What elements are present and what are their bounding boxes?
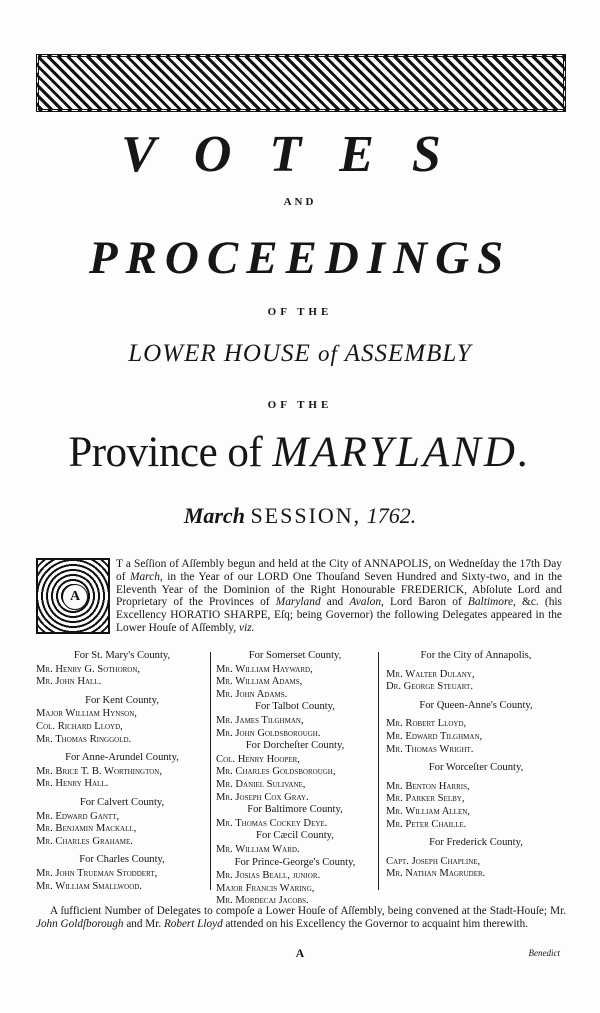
county-heading: For Charles County, [79, 854, 165, 866]
closing-name-2: Robert Lloyd [163, 917, 223, 930]
delegate-name: Mr. William Ward. [216, 843, 300, 855]
county-heading: For Worceſter County, [428, 762, 524, 774]
delegate-name: Mr. John Trueman Stoddert, [36, 867, 158, 879]
delegate-name: Mr. William Hayward, [216, 663, 313, 675]
delegate-name: Mr. Charles Goldsborough, [216, 766, 336, 778]
closing-text-2: and Mr. [126, 917, 162, 930]
title-lower-house-a: LOWER HOUSE [128, 340, 311, 367]
intro-baltimore: Baltimore [467, 596, 514, 609]
intro-month: March [129, 570, 160, 583]
intro-text-3: and [326, 596, 344, 609]
ornamental-header-band [36, 54, 566, 112]
county-heading: For Baltimore County, [247, 804, 343, 816]
session-year: 1762. [366, 503, 417, 528]
title-lower-house-b: ASSEMBLY [344, 340, 472, 367]
delegate-name: Mr. Brice T. B. Worthington, [36, 765, 162, 777]
delegate-name: Mr. Nathan Magruder. [386, 868, 486, 880]
closing-paragraph [36, 905, 566, 930]
session-word: SESSION, [250, 503, 362, 528]
session-line [0, 503, 600, 529]
catchword: Benedict [528, 948, 560, 958]
delegates-column-1 [36, 650, 208, 893]
decorated-initial [36, 558, 110, 634]
delegate-name: Mr. Thomas Wright. [386, 743, 474, 755]
delegate-name: Mr. James Tilghman, [216, 714, 304, 726]
delegate-name: Mr. Walter Dulany, [386, 668, 475, 680]
session-month: March [183, 503, 245, 528]
delegate-name: Mr. Thomas Ringgold. [36, 733, 132, 745]
title-maryland: MARYLAND. [272, 429, 532, 476]
delegate-name: Dr. George Steuart. [386, 681, 473, 693]
county-heading: For St. Mary's County, [73, 650, 171, 661]
delegate-name: Mr. Thomas Cockey Deye. [216, 817, 328, 829]
delegate-name: Mr. Parker Selby, [386, 793, 465, 805]
delegate-name: Mr. Robert Lloyd, [386, 718, 467, 730]
title-proceedings: PROCEEDINGS [88, 232, 512, 284]
intro-text-2: , in the Year of our LORD One Thouſand Seven Hundred and Sixty-two, and in the Eleventh Year of the Dominion of the Right Honourable FREDERICK, Abſolute Lord and Proprietary of the Provinces of [116, 570, 562, 609]
delegate-name: Mr. William Allen, [386, 805, 470, 817]
title-lower-house [0, 338, 600, 370]
closing-name-1: John Goldſborough [36, 917, 124, 930]
signature-mark: A [295, 946, 305, 960]
intro-avalon: Avalon [349, 596, 382, 609]
intro-maryland: Maryland [275, 596, 321, 609]
delegate-name: Col. Richard Lloyd, [36, 720, 123, 732]
column-rule-1 [210, 652, 211, 890]
title-province-text: Province of [68, 429, 263, 476]
delegate-name: Mr. Henry Hall. [36, 778, 109, 790]
delegate-name: Col. Henry Hooper, [216, 753, 300, 765]
delegate-name: Mr. Charles Grahame. [36, 835, 133, 847]
intro-text-1: T a Seſſion of Aſſembly begun and held at the City of ANNAPOLIS, on Wedneſday the 17th Day of [116, 558, 562, 583]
delegate-name: Mr. John Adams. [216, 688, 288, 700]
county-heading: For the City of Annapolis, [420, 650, 532, 661]
delegate-name: Mr. Peter Chaille. [386, 818, 467, 830]
delegates-column-2 [216, 650, 374, 908]
delegate-name: Major Francis Waring, [216, 882, 315, 894]
county-heading: For Somerset County, [248, 650, 342, 661]
delegate-name: Mr. William Smallwood. [36, 880, 142, 892]
delegate-name: Mr. Edward Gantt, [36, 810, 120, 822]
county-heading: For Queen-Anne's County, [419, 699, 533, 711]
delegate-name: Capt. Joseph Chapline, [386, 855, 481, 867]
county-heading: For Frederick County, [429, 837, 523, 849]
delegate-name: Mr. Henry G. Sothoron, [36, 663, 141, 675]
title-lower-house-of: of [318, 341, 338, 366]
delegate-name: Mr. John Hall. [36, 676, 102, 688]
initial-letter: A [62, 584, 88, 610]
county-heading: For Prince-George's County, [234, 856, 356, 868]
county-heading: For Kent County, [85, 694, 159, 706]
delegate-name: Mr. Mordecai Jacobs. [216, 895, 309, 907]
delegate-name: Mr. William Adams, [216, 676, 303, 688]
delegates-column-3 [386, 650, 566, 881]
delegate-name: Mr. Josias Beall, junior. [216, 870, 321, 882]
delegate-name: Mr. Daniel Sulivane, [216, 778, 306, 790]
closing-text-1: A ſufficient Number of Delegates to compoſe a Lower Houſe of Aſſembly, being convened at the Stadt-Houſe; Mr. [50, 905, 566, 917]
title-and: AND [283, 196, 317, 208]
title-province [0, 426, 600, 480]
county-heading: For Cæcil County, [256, 830, 334, 842]
county-heading: For Dorcheſter County, [245, 740, 345, 752]
title-votes: VOTES [121, 126, 479, 183]
title-of-the-2: OF THE [267, 399, 333, 411]
closing-text-3: attended on his Excellency the Governor to acquaint him therewith. [225, 917, 529, 930]
delegate-name: Mr. Benjamin Mackall, [36, 823, 137, 835]
delegate-name: Mr. Joseph Cox Gray. [216, 791, 309, 803]
intro-text-4: , Lord Baron of [381, 596, 462, 609]
intro-paragraph [116, 558, 562, 635]
county-heading: For Calvert County, [79, 796, 165, 808]
column-rule-2 [378, 652, 379, 890]
county-heading: For Anne-Arundel County, [65, 752, 179, 764]
title-of-the-1: OF THE [267, 306, 333, 318]
delegate-name: Major William Hynson, [36, 708, 137, 720]
county-heading: For Talbot County, [255, 701, 335, 713]
delegate-name: Mr. John Goldsborough. [216, 727, 321, 739]
intro-viz: viz. [238, 621, 255, 634]
delegate-name: Mr. Edward Tilghman, [386, 730, 483, 742]
delegate-name: Mr. Benton Harris, [386, 780, 470, 792]
intro-text-5: , &c. (his Excellency HORATIO SHARPE, Eſq; being Governor) the following Delegates appeared in the Lower Houſe of Aſſembly, [116, 596, 562, 634]
